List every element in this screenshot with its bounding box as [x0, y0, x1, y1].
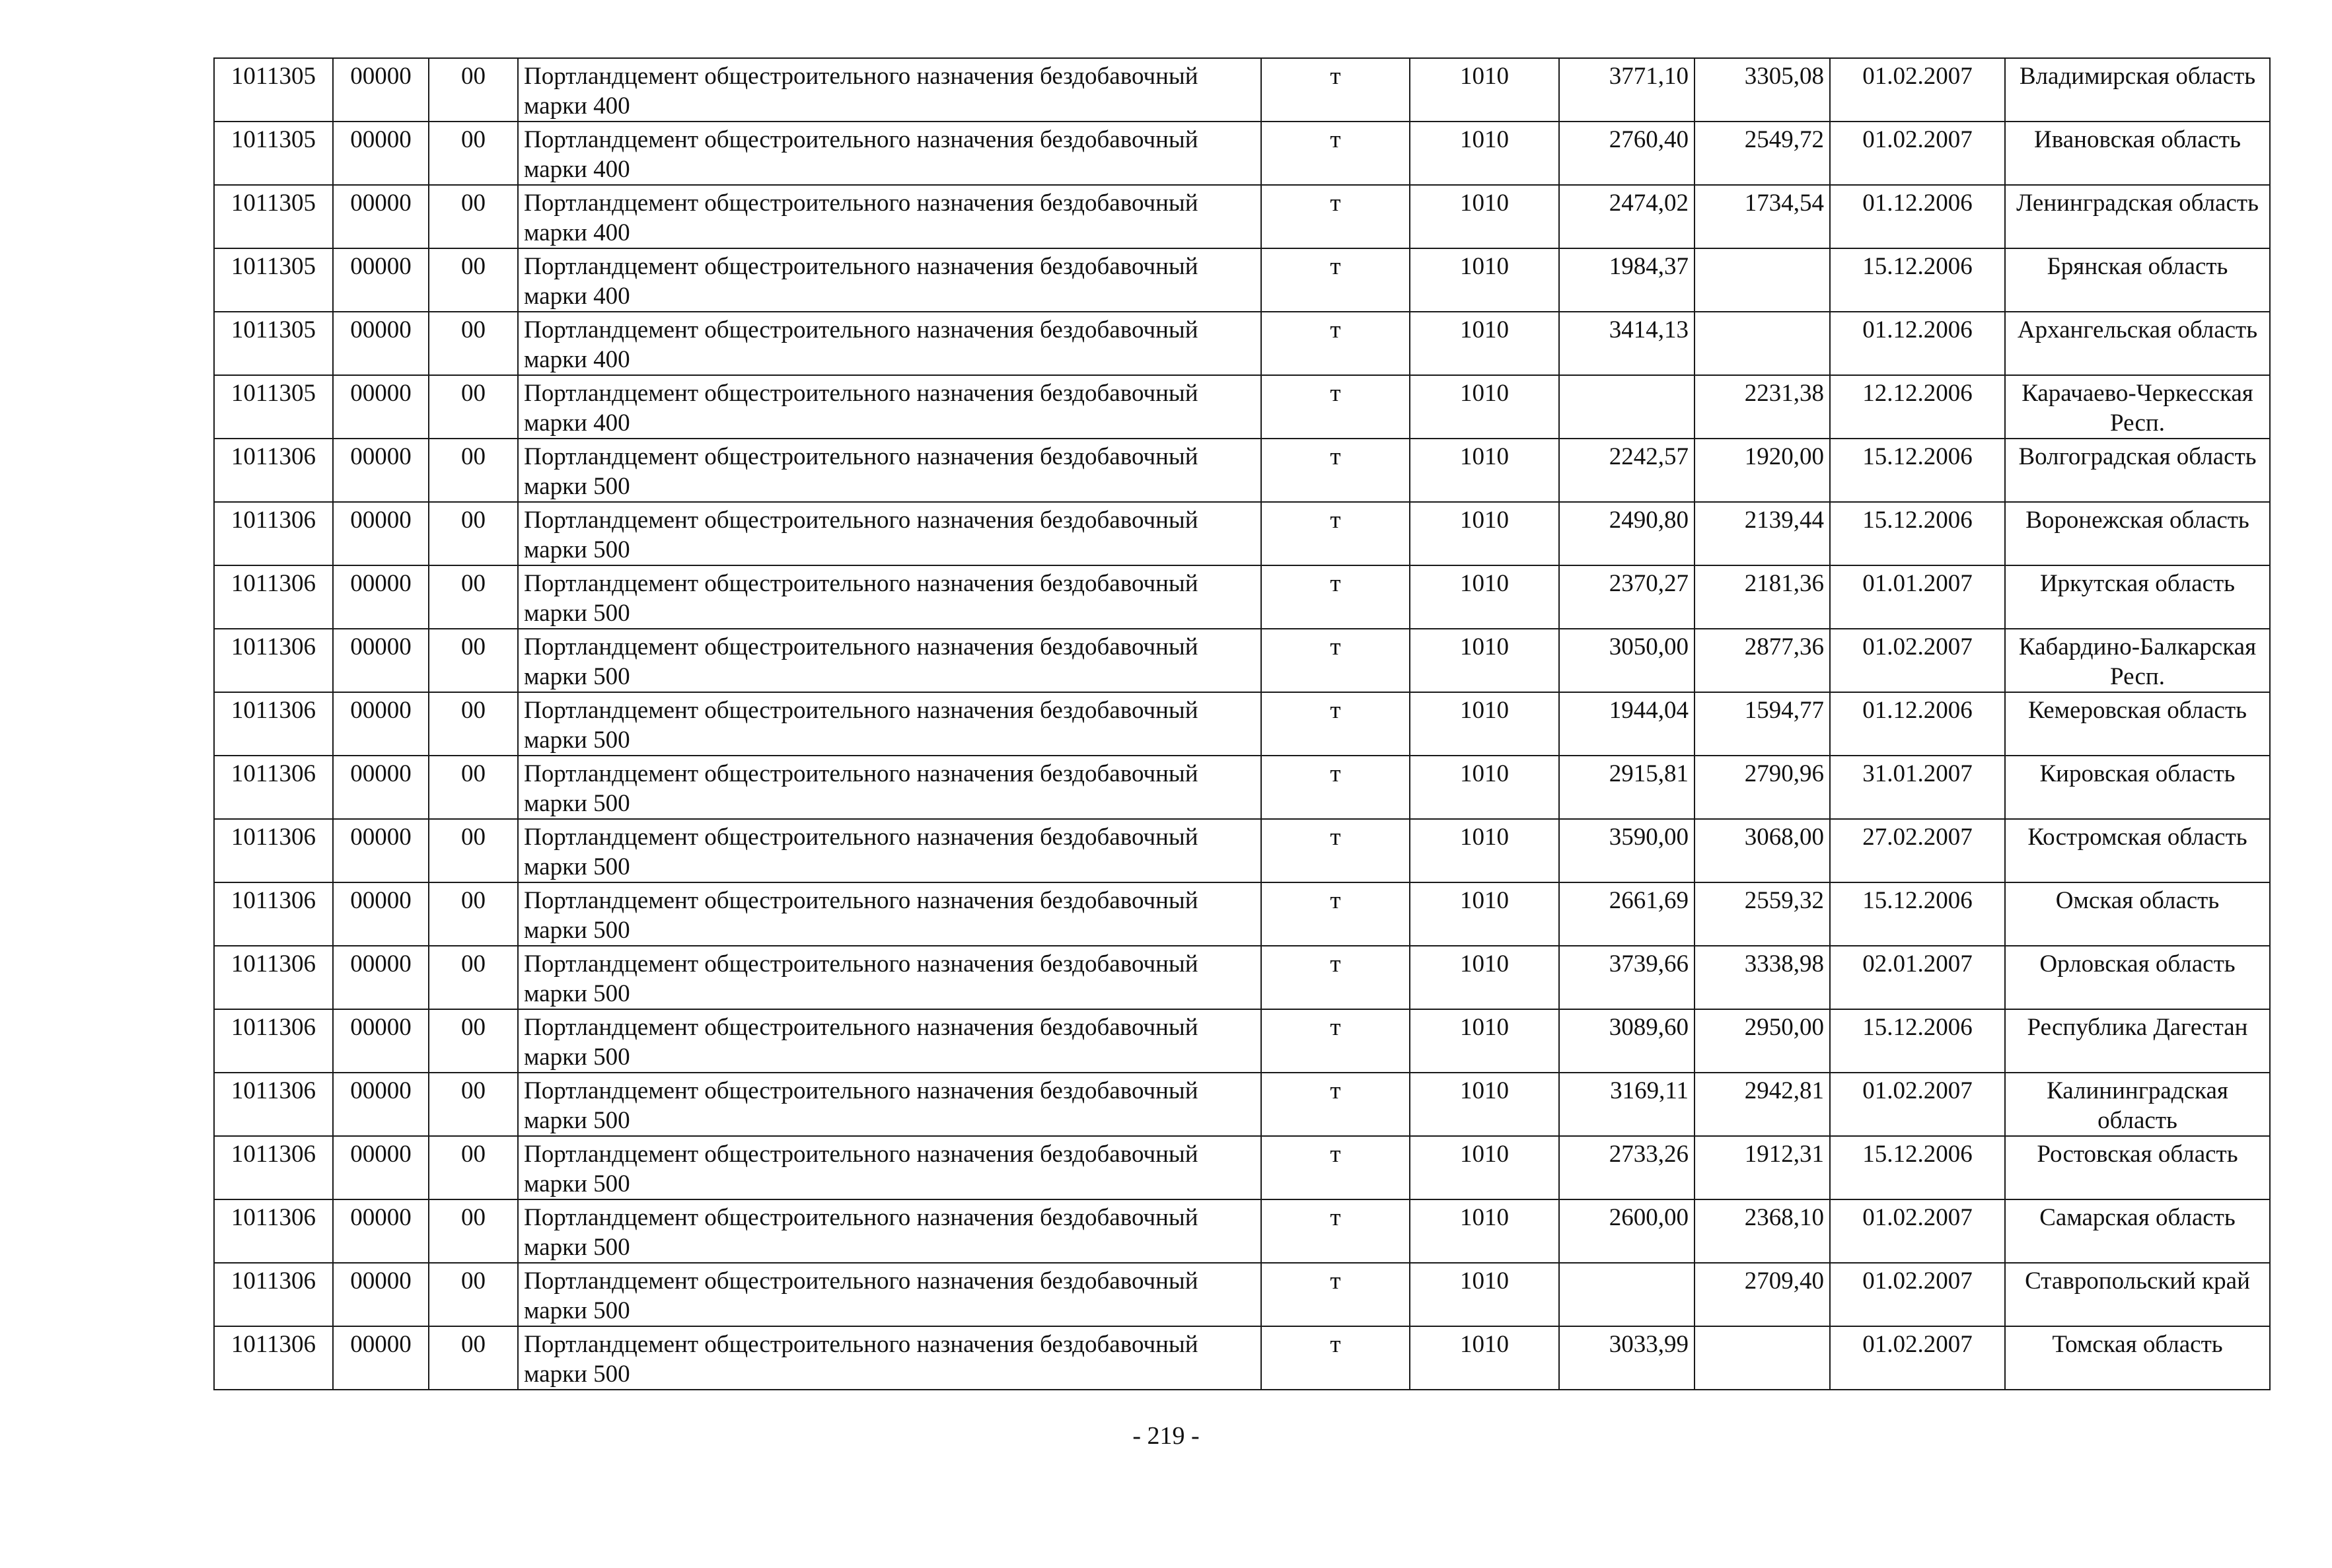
subcode-cell: 00000 — [333, 1073, 429, 1136]
unit-code-cell: 1010 — [1410, 58, 1559, 122]
region-cell: Омская область — [2005, 882, 2270, 946]
product-name-cell: Портландцемент общестроительного назначения бездобавочный марки 500 — [518, 1326, 1261, 1390]
date-cell: 27.02.2007 — [1830, 819, 2005, 882]
subcode-suffix-cell: 00 — [429, 439, 518, 502]
unit-cell: т — [1261, 122, 1410, 185]
product-code-cell: 1011306 — [214, 882, 333, 946]
subcode-suffix-cell: 00 — [429, 185, 518, 248]
price-alt-cell: 3338,98 — [1694, 946, 1830, 1009]
subcode-suffix-cell: 00 — [429, 565, 518, 629]
date-cell: 01.02.2007 — [1830, 629, 2005, 692]
region-cell: Кабардино-Балкарская Респ. — [2005, 629, 2270, 692]
price-cell: 3050,00 — [1559, 629, 1694, 692]
price-cell: 2242,57 — [1559, 439, 1694, 502]
subcode-cell: 00000 — [333, 502, 429, 565]
unit-code-cell: 1010 — [1410, 502, 1559, 565]
region-cell: Воронежская область — [2005, 502, 2270, 565]
product-code-cell: 1011306 — [214, 1009, 333, 1073]
subcode-suffix-cell: 00 — [429, 1073, 518, 1136]
unit-cell: т — [1261, 375, 1410, 439]
page-number: - 219 - — [1132, 1422, 1200, 1450]
price-alt-cell — [1694, 1326, 1830, 1390]
price-cell: 3089,60 — [1559, 1009, 1694, 1073]
table-row — [214, 692, 2270, 756]
product-code-cell: 1011306 — [214, 629, 333, 692]
unit-code-cell: 1010 — [1410, 1136, 1559, 1199]
product-code-cell: 1011306 — [214, 692, 333, 756]
table-row — [214, 629, 2270, 692]
price-alt-cell: 2790,96 — [1694, 756, 1830, 819]
product-name-cell: Портландцемент общестроительного назначения бездобавочный марки 500 — [518, 882, 1261, 946]
unit-cell: т — [1261, 756, 1410, 819]
subcode-cell: 00000 — [333, 122, 429, 185]
product-name-cell: Портландцемент общестроительного назначения бездобавочный марки 400 — [518, 185, 1261, 248]
subcode-cell: 00000 — [333, 565, 429, 629]
region-cell: Томская область — [2005, 1326, 2270, 1390]
region-cell: Владимирская область — [2005, 58, 2270, 122]
date-cell: 01.12.2006 — [1830, 312, 2005, 375]
unit-cell: т — [1261, 1136, 1410, 1199]
subcode-suffix-cell: 00 — [429, 58, 518, 122]
unit-code-cell: 1010 — [1410, 312, 1559, 375]
subcode-suffix-cell: 00 — [429, 882, 518, 946]
subcode-suffix-cell: 00 — [429, 756, 518, 819]
price-alt-cell: 2549,72 — [1694, 122, 1830, 185]
subcode-cell: 00000 — [333, 185, 429, 248]
product-name-cell: Портландцемент общестроительного назначения бездобавочный марки 500 — [518, 565, 1261, 629]
product-name-cell: Портландцемент общестроительного назначения бездобавочный марки 500 — [518, 756, 1261, 819]
product-code-cell: 1011306 — [214, 565, 333, 629]
price-alt-cell: 2942,81 — [1694, 1073, 1830, 1136]
price-cell: 2760,40 — [1559, 122, 1694, 185]
table-row — [214, 946, 2270, 1009]
unit-cell: т — [1261, 502, 1410, 565]
unit-code-cell: 1010 — [1410, 756, 1559, 819]
unit-code-cell: 1010 — [1410, 565, 1559, 629]
subcode-cell: 00000 — [333, 629, 429, 692]
table-row — [214, 1009, 2270, 1073]
subcode-suffix-cell: 00 — [429, 629, 518, 692]
subcode-suffix-cell: 00 — [429, 312, 518, 375]
subcode-cell: 00000 — [333, 1009, 429, 1073]
unit-cell: т — [1261, 1009, 1410, 1073]
product-code-cell: 1011306 — [214, 1326, 333, 1390]
product-code-cell: 1011306 — [214, 439, 333, 502]
price-alt-cell: 2231,38 — [1694, 375, 1830, 439]
price-table-container — [213, 57, 2269, 1390]
unit-code-cell: 1010 — [1410, 248, 1559, 312]
price-cell: 2600,00 — [1559, 1199, 1694, 1263]
unit-code-cell: 1010 — [1410, 1073, 1559, 1136]
region-cell: Республика Дагестан — [2005, 1009, 2270, 1073]
subcode-cell: 00000 — [333, 248, 429, 312]
unit-cell: т — [1261, 692, 1410, 756]
subcode-suffix-cell: 00 — [429, 1199, 518, 1263]
unit-cell: т — [1261, 185, 1410, 248]
subcode-suffix-cell: 00 — [429, 946, 518, 1009]
subcode-cell: 00000 — [333, 1136, 429, 1199]
subcode-cell: 00000 — [333, 58, 429, 122]
price-alt-cell: 2877,36 — [1694, 629, 1830, 692]
product-name-cell: Портландцемент общестроительного назначения бездобавочный марки 400 — [518, 312, 1261, 375]
price-cell: 2661,69 — [1559, 882, 1694, 946]
unit-code-cell: 1010 — [1410, 1009, 1559, 1073]
table-row — [214, 375, 2270, 439]
product-code-cell: 1011306 — [214, 1136, 333, 1199]
date-cell: 15.12.2006 — [1830, 882, 2005, 946]
unit-code-cell: 1010 — [1410, 1199, 1559, 1263]
unit-code-cell: 1010 — [1410, 819, 1559, 882]
product-name-cell: Портландцемент общестроительного назначения бездобавочный марки 500 — [518, 1073, 1261, 1136]
table-row — [214, 819, 2270, 882]
product-code-cell: 1011306 — [214, 1199, 333, 1263]
product-name-cell: Портландцемент общестроительного назначения бездобавочный марки 500 — [518, 1009, 1261, 1073]
price-alt-cell — [1694, 312, 1830, 375]
subcode-cell: 00000 — [333, 692, 429, 756]
subcode-suffix-cell: 00 — [429, 692, 518, 756]
price-cell: 3033,99 — [1559, 1326, 1694, 1390]
product-name-cell: Портландцемент общестроительного назначения бездобавочный марки 500 — [518, 1136, 1261, 1199]
product-name-cell: Портландцемент общестроительного назначения бездобавочный марки 400 — [518, 248, 1261, 312]
product-name-cell: Портландцемент общестроительного назначения бездобавочный марки 500 — [518, 692, 1261, 756]
table-row — [214, 882, 2270, 946]
unit-cell: т — [1261, 1263, 1410, 1326]
unit-cell: т — [1261, 1073, 1410, 1136]
table-row — [214, 502, 2270, 565]
price-cell: 1944,04 — [1559, 692, 1694, 756]
price-cell: 1984,37 — [1559, 248, 1694, 312]
price-alt-cell — [1694, 248, 1830, 312]
date-cell: 01.02.2007 — [1830, 122, 2005, 185]
product-code-cell: 1011306 — [214, 502, 333, 565]
region-cell: Архангельская область — [2005, 312, 2270, 375]
table-row — [214, 248, 2270, 312]
product-name-cell: Портландцемент общестроительного назначения бездобавочный марки 400 — [518, 375, 1261, 439]
region-cell: Калининградская область — [2005, 1073, 2270, 1136]
unit-code-cell: 1010 — [1410, 882, 1559, 946]
product-code-cell: 1011306 — [214, 1073, 333, 1136]
product-code-cell: 1011306 — [214, 1263, 333, 1326]
product-code-cell: 1011305 — [214, 248, 333, 312]
subcode-cell: 00000 — [333, 375, 429, 439]
date-cell: 01.01.2007 — [1830, 565, 2005, 629]
date-cell: 15.12.2006 — [1830, 248, 2005, 312]
table-row — [214, 439, 2270, 502]
price-cell — [1559, 1263, 1694, 1326]
table-row — [214, 565, 2270, 629]
unit-cell: т — [1261, 819, 1410, 882]
region-cell: Кировская область — [2005, 756, 2270, 819]
subcode-suffix-cell: 00 — [429, 819, 518, 882]
table-row — [214, 1073, 2270, 1136]
date-cell: 01.02.2007 — [1830, 1199, 2005, 1263]
product-name-cell: Портландцемент общестроительного назначения бездобавочный марки 400 — [518, 58, 1261, 122]
price-cell: 3739,66 — [1559, 946, 1694, 1009]
price-cell: 3771,10 — [1559, 58, 1694, 122]
price-alt-cell: 2559,32 — [1694, 882, 1830, 946]
subcode-suffix-cell: 00 — [429, 1263, 518, 1326]
region-cell: Кемеровская область — [2005, 692, 2270, 756]
product-name-cell: Портландцемент общестроительного назначения бездобавочный марки 500 — [518, 439, 1261, 502]
region-cell: Орловская область — [2005, 946, 2270, 1009]
product-code-cell: 1011305 — [214, 185, 333, 248]
unit-code-cell: 1010 — [1410, 439, 1559, 502]
price-alt-cell: 1912,31 — [1694, 1136, 1830, 1199]
product-name-cell: Портландцемент общестроительного назначения бездобавочный марки 500 — [518, 629, 1261, 692]
subcode-suffix-cell: 00 — [429, 248, 518, 312]
product-name-cell: Портландцемент общестроительного назначения бездобавочный марки 500 — [518, 1263, 1261, 1326]
subcode-cell: 00000 — [333, 756, 429, 819]
price-alt-cell: 1734,54 — [1694, 185, 1830, 248]
unit-cell: т — [1261, 248, 1410, 312]
date-cell: 01.12.2006 — [1830, 185, 2005, 248]
subcode-cell: 00000 — [333, 882, 429, 946]
product-name-cell: Портландцемент общестроительного назначения бездобавочный марки 500 — [518, 1199, 1261, 1263]
subcode-cell: 00000 — [333, 439, 429, 502]
unit-code-cell: 1010 — [1410, 375, 1559, 439]
subcode-suffix-cell: 00 — [429, 375, 518, 439]
region-cell: Иркутская область — [2005, 565, 2270, 629]
subcode-cell: 00000 — [333, 1199, 429, 1263]
date-cell: 01.02.2007 — [1830, 1073, 2005, 1136]
region-cell: Карачаево-Черкесская Респ. — [2005, 375, 2270, 439]
region-cell: Костромская область — [2005, 819, 2270, 882]
table-row — [214, 1263, 2270, 1326]
price-alt-cell: 2950,00 — [1694, 1009, 1830, 1073]
product-name-cell: Портландцемент общестроительного назначения бездобавочный марки 500 — [518, 502, 1261, 565]
table-row — [214, 58, 2270, 122]
price-cell: 3590,00 — [1559, 819, 1694, 882]
subcode-suffix-cell: 00 — [429, 122, 518, 185]
table-row — [214, 122, 2270, 185]
price-alt-cell: 1594,77 — [1694, 692, 1830, 756]
date-cell: 15.12.2006 — [1830, 1136, 2005, 1199]
subcode-cell: 00000 — [333, 946, 429, 1009]
region-cell: Волгоградская область — [2005, 439, 2270, 502]
unit-code-cell: 1010 — [1410, 122, 1559, 185]
table-row — [214, 312, 2270, 375]
date-cell: 02.01.2007 — [1830, 946, 2005, 1009]
unit-code-cell: 1010 — [1410, 185, 1559, 248]
subcode-cell: 00000 — [333, 1263, 429, 1326]
price-cell: 2915,81 — [1559, 756, 1694, 819]
subcode-suffix-cell: 00 — [429, 1136, 518, 1199]
product-name-cell: Портландцемент общестроительного назначения бездобавочный марки 500 — [518, 946, 1261, 1009]
price-cell — [1559, 375, 1694, 439]
subcode-cell: 00000 — [333, 1326, 429, 1390]
region-cell: Ленинградская область — [2005, 185, 2270, 248]
product-code-cell: 1011305 — [214, 122, 333, 185]
unit-cell: т — [1261, 1326, 1410, 1390]
price-alt-cell: 2181,36 — [1694, 565, 1830, 629]
price-table — [213, 57, 2271, 1390]
price-alt-cell: 2368,10 — [1694, 1199, 1830, 1263]
price-alt-cell: 2139,44 — [1694, 502, 1830, 565]
unit-code-cell: 1010 — [1410, 1263, 1559, 1326]
table-row — [214, 1326, 2270, 1390]
product-code-cell: 1011306 — [214, 756, 333, 819]
price-alt-cell: 3068,00 — [1694, 819, 1830, 882]
table-row — [214, 1136, 2270, 1199]
unit-code-cell: 1010 — [1410, 692, 1559, 756]
table-row — [214, 756, 2270, 819]
unit-cell: т — [1261, 565, 1410, 629]
price-alt-cell: 3305,08 — [1694, 58, 1830, 122]
unit-cell: т — [1261, 1199, 1410, 1263]
unit-cell: т — [1261, 629, 1410, 692]
unit-code-cell: 1010 — [1410, 946, 1559, 1009]
price-alt-cell: 2709,40 — [1694, 1263, 1830, 1326]
region-cell: Брянская область — [2005, 248, 2270, 312]
unit-cell: т — [1261, 946, 1410, 1009]
date-cell: 31.01.2007 — [1830, 756, 2005, 819]
date-cell: 01.02.2007 — [1830, 1326, 2005, 1390]
product-code-cell: 1011305 — [214, 58, 333, 122]
table-row — [214, 185, 2270, 248]
price-cell: 2370,27 — [1559, 565, 1694, 629]
unit-cell: т — [1261, 439, 1410, 502]
price-cell: 2474,02 — [1559, 185, 1694, 248]
price-cell: 3414,13 — [1559, 312, 1694, 375]
region-cell: Ставропольский край — [2005, 1263, 2270, 1326]
date-cell: 15.12.2006 — [1830, 1009, 2005, 1073]
product-code-cell: 1011306 — [214, 819, 333, 882]
date-cell: 01.02.2007 — [1830, 1263, 2005, 1326]
date-cell: 01.12.2006 — [1830, 692, 2005, 756]
price-cell: 2490,80 — [1559, 502, 1694, 565]
product-code-cell: 1011306 — [214, 946, 333, 1009]
product-code-cell: 1011305 — [214, 312, 333, 375]
date-cell: 15.12.2006 — [1830, 502, 2005, 565]
unit-cell: т — [1261, 312, 1410, 375]
subcode-cell: 00000 — [333, 819, 429, 882]
subcode-suffix-cell: 00 — [429, 502, 518, 565]
price-table-body — [214, 58, 2270, 1390]
product-name-cell: Портландцемент общестроительного назначения бездобавочный марки 400 — [518, 122, 1261, 185]
subcode-suffix-cell: 00 — [429, 1009, 518, 1073]
subcode-suffix-cell: 00 — [429, 1326, 518, 1390]
unit-code-cell: 1010 — [1410, 629, 1559, 692]
product-code-cell: 1011305 — [214, 375, 333, 439]
date-cell: 12.12.2006 — [1830, 375, 2005, 439]
price-alt-cell: 1920,00 — [1694, 439, 1830, 502]
product-name-cell: Портландцемент общестроительного назначения бездобавочный марки 500 — [518, 819, 1261, 882]
region-cell: Ростовская область — [2005, 1136, 2270, 1199]
region-cell: Ивановская область — [2005, 122, 2270, 185]
price-cell: 2733,26 — [1559, 1136, 1694, 1199]
unit-cell: т — [1261, 882, 1410, 946]
subcode-cell: 00000 — [333, 312, 429, 375]
region-cell: Самарская область — [2005, 1199, 2270, 1263]
unit-cell: т — [1261, 58, 1410, 122]
date-cell: 01.02.2007 — [1830, 58, 2005, 122]
price-cell: 3169,11 — [1559, 1073, 1694, 1136]
unit-code-cell: 1010 — [1410, 1326, 1559, 1390]
date-cell: 15.12.2006 — [1830, 439, 2005, 502]
table-row — [214, 1199, 2270, 1263]
